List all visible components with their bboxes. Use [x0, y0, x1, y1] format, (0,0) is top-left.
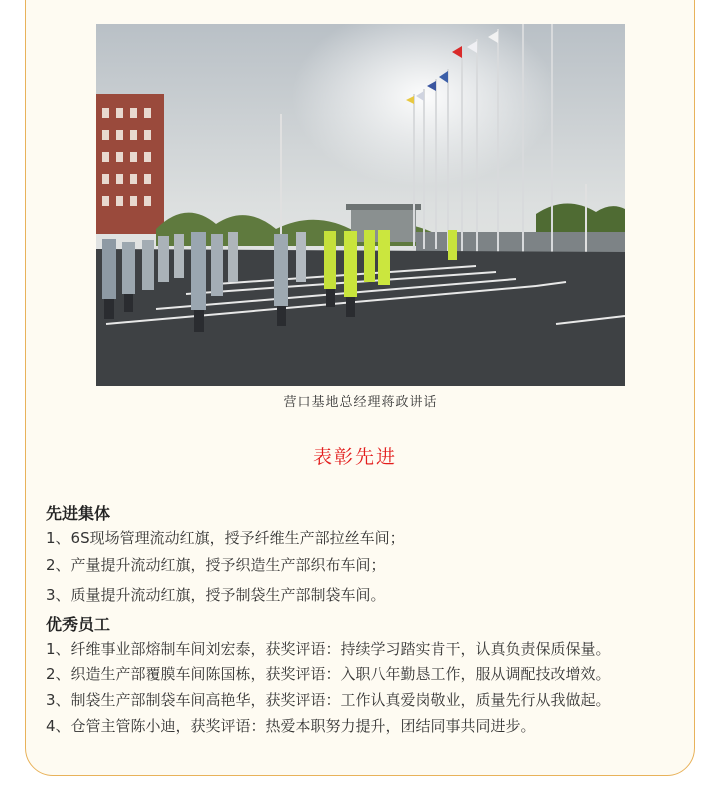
advanced-group-heading: 先进集体 [46, 504, 111, 523]
advanced-group-item-3: 3、质量提升流动红旗，授予制袋生产部制袋车间。 [46, 586, 386, 604]
ceremony-photo-illustration [96, 24, 625, 386]
advanced-group-item-2: 2、产量提升流动红旗，授予织造生产部织布车间； [46, 556, 386, 574]
photo-caption: 营口基地总经理蒋政讲话 [283, 395, 438, 410]
advanced-group-item-1: 1、6S现场管理流动红旗，授予纤维生产部拉丝车间； [46, 529, 405, 547]
excellent-staff-item-1: 1、纤维事业部熔制车间刘宏泰，获奖评语：持续学习踏实肯干，认真负责保质保量。 [46, 640, 611, 658]
excellent-staff-heading: 优秀员工 [46, 615, 111, 634]
excellent-staff-item-4: 4、仓管主管陈小迪，获奖评语：热爱本职努力提升，团结同事共同进步。 [46, 717, 536, 735]
ceremony-photo [96, 24, 625, 386]
excellent-staff-item-2: 2、织造生产部覆膜车间陈国栋，获奖评语：入职八年勤恳工作，服从调配技改增效。 [46, 665, 611, 683]
excellent-staff-item-3: 3、制袋生产部制袋车间高艳华，获奖评语：工作认真爱岗敬业，质量先行从我做起。 [46, 691, 611, 709]
section-title: 表彰先进 [312, 446, 397, 468]
